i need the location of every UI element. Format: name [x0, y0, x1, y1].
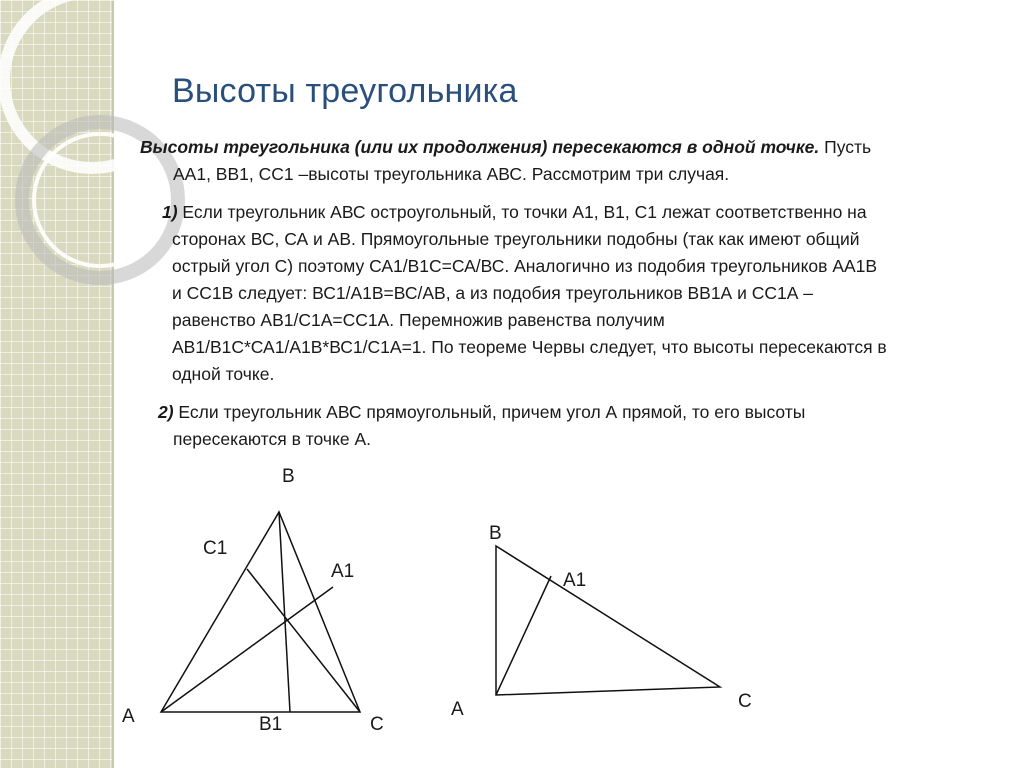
- acute-triangle-abc: [161, 512, 360, 712]
- right-vertex-label-a1: А1: [563, 570, 587, 591]
- right-vertex-label-a: А: [451, 699, 464, 720]
- intro-line1-rest: Пусть: [819, 137, 872, 157]
- vertex-label-a1: А1: [331, 561, 355, 582]
- vertex-label-a: А: [122, 706, 135, 727]
- case1-marker: 1): [162, 202, 178, 222]
- right-triangle-abc: [496, 546, 720, 695]
- intro-line2: АА1, ВВ1, СС1 –высоты треугольника АВС. Рассмотрим три случая.: [173, 164, 730, 184]
- intro-emphasis: Высоты треугольника (или их продолжения) пересекаются в одной точке.: [140, 137, 820, 157]
- case2-line: пересекаются в точке А.: [173, 429, 372, 449]
- case1-line: одной точке.: [172, 364, 275, 384]
- vertex-label-b: В: [282, 466, 295, 487]
- altitude-aa1: [161, 587, 333, 712]
- case1-line: АВ1/В1С*СА1/А1В*ВС1/С1А=1. По теореме Червы следует, что высоты пересекаются в: [172, 337, 887, 357]
- case1-line: и СС1В следует: ВС1/А1В=ВС/АВ, а из подобия треугольников ВВ1А и СС1А –: [172, 283, 814, 303]
- right-vertex-label-b: В: [489, 523, 502, 544]
- case1-line: равенство АВ1/С1А=СС1А. Перемножив равенства получим: [172, 310, 665, 330]
- case2-line: Если треугольник АВС прямоугольный, причем угол А прямой, то его высоты: [173, 402, 806, 422]
- case1-line: Если треугольник АВС остроугольный, то точки А1, В1, С1 лежат соответственно на: [177, 202, 867, 222]
- acute-triangle-figure: [161, 512, 360, 712]
- page-title: Высоты треугольника: [172, 72, 518, 110]
- altitude-cc1: [247, 569, 360, 712]
- vertex-label-b1: В1: [259, 714, 283, 735]
- case2-marker: 2): [158, 402, 174, 422]
- case1-line: сторонах ВС, СА и АВ. Прямоугольные треугольники подобны (так как имеют общий: [172, 229, 860, 249]
- case1-line: острый угол С) поэтому СА1/В1С=СА/ВС. Аналогично из подобия треугольников АА1В: [172, 256, 878, 276]
- vertex-label-c1: С1: [203, 538, 228, 559]
- vertex-label-c: С: [370, 714, 384, 735]
- right-triangle-figure: [496, 546, 720, 695]
- altitude-aa1-right: [496, 576, 551, 695]
- right-vertex-label-c: С: [738, 691, 752, 712]
